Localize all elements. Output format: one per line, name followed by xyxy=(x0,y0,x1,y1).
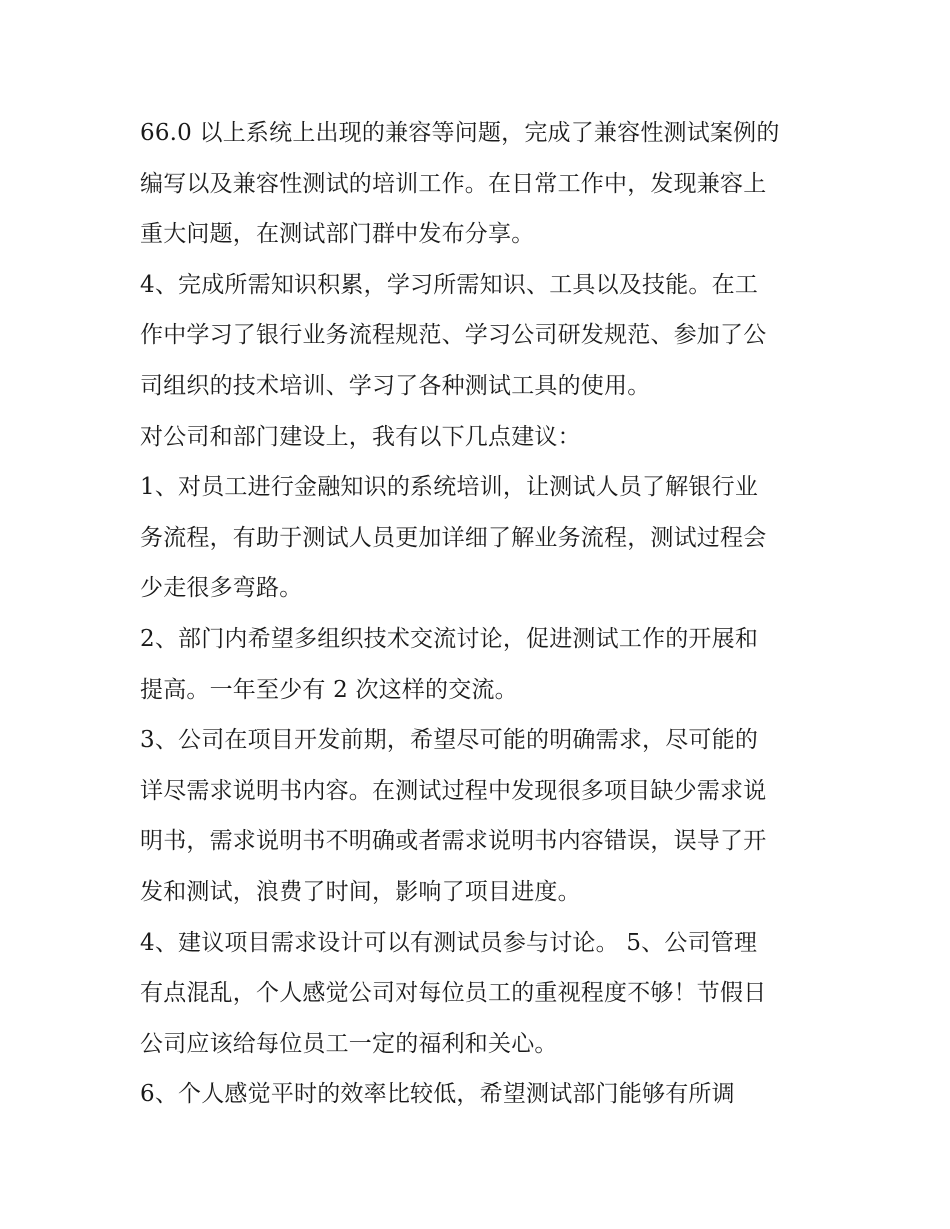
text-line: 3、公司在项目开发前期，希望尽可能的明确需求，尽可能的 xyxy=(140,727,759,754)
text-line: 6、个人感觉平时的效率比较低，希望测试部门能够有所调 xyxy=(140,1081,735,1108)
text-line: 对公司和部门建设上，我有以下几点建议： xyxy=(140,423,581,450)
text-line: 明书，需求说明书不明确或者需求说明书内容错误，误导了开 xyxy=(140,828,767,855)
text-line: 重大问题，在测试部门群中发布分享。 xyxy=(140,221,535,248)
text-line: 详尽需求说明书内容。在测试过程中发现很多项目缺少需求说 xyxy=(140,777,767,804)
text-line: 司组织的技术培训、学习了各种测试工具的使用。 xyxy=(140,372,651,399)
text-line: 公司应该给每位员工一定的福利和关心。 xyxy=(140,1030,558,1057)
text-line: 务流程，有助于测试人员更加详细了解业务流程，测试过程会 xyxy=(140,524,767,551)
text-line: 1、对员工进行金融知识的系统培训，让测试人员了解银行业 xyxy=(140,474,759,501)
text-line: 4、完成所需知识积累，学习所需知识、工具以及技能。在工 xyxy=(140,271,759,298)
text-line: 少走很多弯路。 xyxy=(140,575,303,602)
text-line: 编写以及兼容性测试的培训工作。在日常工作中，发现兼容上 xyxy=(140,170,767,197)
text-line: 66.0 以上系统上出现的兼容等问题，完成了兼容性测试案例的 xyxy=(140,120,780,146)
text-line: 发和测试，浪费了时间，影响了项目进度。 xyxy=(140,878,581,905)
text-line: 有点混乱，个人感觉公司对每位员工的重视程度不够！节假日 xyxy=(140,980,767,1007)
text-line: 2、部门内希望多组织技术交流讨论，促进测试工作的开展和 xyxy=(140,625,759,652)
document-body xyxy=(140,108,830,1120)
text-line: 作中学习了银行业务流程规范、学习公司研发规范、参加了公 xyxy=(140,322,767,349)
text-line: 4、建议项目需求设计可以有测试员参与讨论。 5、公司管理 xyxy=(140,929,758,956)
text-line: 提高。一年至少有 2 次这样的交流。 xyxy=(140,676,518,703)
